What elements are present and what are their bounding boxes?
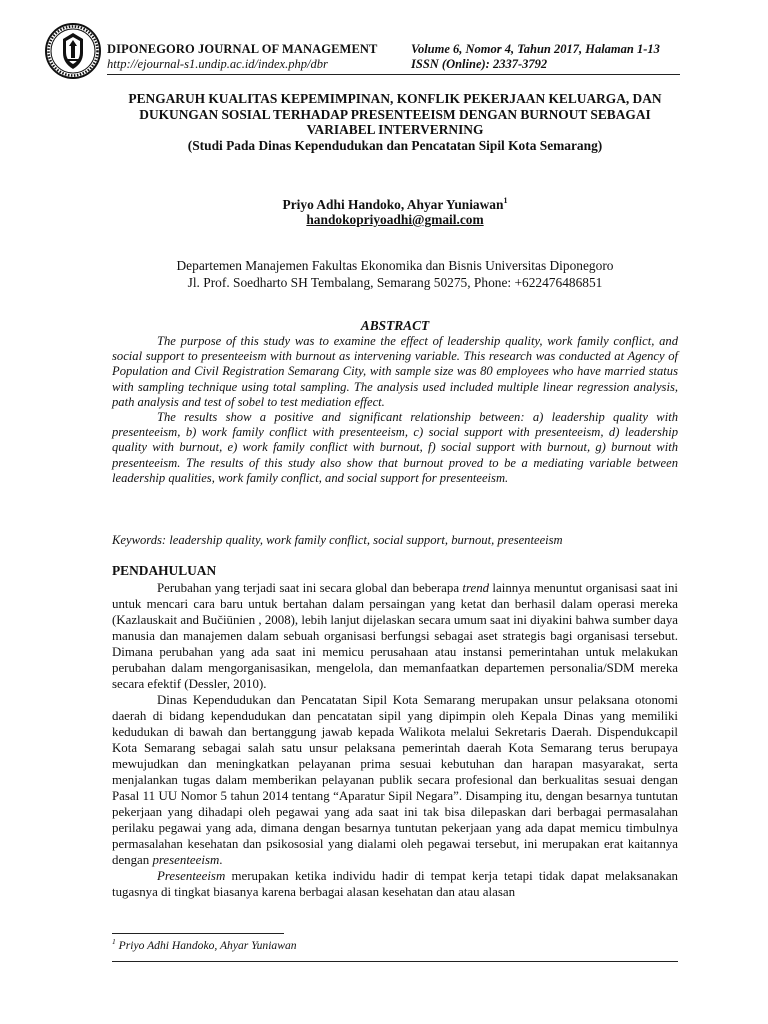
body-paragraph [112,580,678,692]
university-seal-logo [44,22,102,80]
issn-info: ISSN (Online): 2337-3792 [411,57,548,71]
author-email[interactable]: handokopriyoadhi@gmail.com [306,212,484,227]
author-footnote-marker: 1 [503,196,508,205]
abstract-paragraph: The results show a positive and significant relationship between: a) leadership quality with presenteeism, b) work family conflict with presenteeism, c) social support with presenteeism, d) leadership quality with burnout, e) work family conflict with burnout, f) social support with burnout, g) burnout with presenteeism. The results of this study also show that burnout proved to be a mediating variable between leadership qualities, work family conflict, and social support for presenteeism. [112,410,678,485]
footnote-marker: 1 [112,937,116,946]
footnote-divider [112,933,284,934]
title-line: VARIABEL INTERVERNING [306,122,484,138]
text-run: Dinas Kependudukan dan Pencatatan Sipil Kota Semarang merupakan unsur pelaksana otonomi daerah di bidang kependudukan dan pencatatan sipil yang dipimpin oleh Kepala Dinas yang memiliki kedudukan di bawah dan bertanggung jawab kepada Walikota melalui Sekretaris Daerah. Dispendukcapil Kota Semarang sebagai salah satu unsur pelaksana pemerintah daerah Kota Semarang terus berupaya mewujudkan dan meningkatkan pelayanan prima sesuai kebutuhan dan harapan masyarakat, serta menjalankan tugas dalam memberikan pelayanan publik secara profesional dan berkualitas sesuai dengan Pasal 11 UU Nomor 5 tahun 2014 tentang “Aparatur Sipil Negara”. Disamping itu, dengan besarnya tuntutan pekerjaan yang dihadapi oleh pegawai yang ada saat ini tak bisa dilepaskan dari berbagai permasalahan perilaku pegawai yang ada, dimana dengan besarnya tuntutan pekerjaan yang ada dapat memicu timbulnya permasalahan kesehatan dan psikososial yang dialami oleh pegawai tersebut, ini merupakan erat kaitannya dengan [112,693,678,867]
page-bottom-divider [112,961,678,962]
abstract-heading: ABSTRACT [360,318,430,333]
volume-info: Volume 6, Nomor 4, Tahun 2017, Halaman 1-13 [411,42,660,56]
text-run: lainnya menuntut organisasi saat ini untuk mencari cara baru untuk bertahan dalam persaingan yang ketat dan berhasil dalam operasi mereka (Kazlauskait and Bučiūnien , 2008), lebih lanjut dijelaskan secara umum saat ini diyakini bahwa sumber daya manusia dan manajemen dalam sebuah organisasi berfungsi sebagai aset strategis bagi organisasi tersebut. Dimana perubahan yang ada saat ini memicu perusahaan atau instansi pemerintahan untuk melakukan perubahan dalam mengorganisasikan, mengelola, dan memanfaatkan departemen personalia/SDM mereka secara efektif (Dessler, 2010). [112,581,678,691]
italic-term: presenteeism [152,853,220,867]
section-body [112,580,678,900]
affiliation-line: Jl. Prof. Soedharto SH Tembalang, Semarang 50275, Phone: +622476486851 [187,274,603,290]
keywords: Keywords: leadership quality, work family conflict, social support, burnout, presenteeism [112,533,563,547]
affiliation [100,258,690,291]
journal-url[interactable]: http://ejournal-s1.undip.ac.id/index.php/dbr [107,57,328,71]
text-run: merupakan ketika individu hadir di tempat kerja tetapi tidak dapat melaksanakan tugasnya di tingkat biasanya karena berbagai alasan kesehatan dan atau alasan [112,869,678,899]
text-run: . [219,853,223,867]
abstract-paragraph: The purpose of this study was to examine the effect of leadership quality, work family conflict, and social support to presenteeism with burnout as intervening variable. This research was conducted at Agency of Population and Civil Registration Semarang City, with sample size was 80 employees who have married status with sampling technique using total sampling. The analysis used included multiple linear regression analysis, path analysis and test of sobel to test mediation effect. [112,334,678,409]
journal-header-right [411,42,660,72]
italic-term: trend [462,581,490,595]
journal-header-left [107,42,377,72]
abstract-body [112,334,678,486]
header-divider [107,74,680,75]
paper-title [100,91,690,138]
body-paragraph [112,692,678,868]
body-paragraph [112,868,678,900]
author-list: Priyo Adhi Handoko, Ahyar Yuniawan [282,197,504,212]
affiliation-line: Departemen Manajemen Fakultas Ekonomika dan Bisnis Universitas Diponegoro [176,258,614,273]
footnote-text: Priyo Adhi Handoko, Ahyar Yuniawan [115,939,297,952]
author-names [100,197,690,213]
italic-term: Presenteeism [157,869,226,883]
text-run: Perubahan yang terjadi saat ini secara global dan beberapa [157,581,463,595]
title-line: DUKUNGAN SOSIAL TERHADAP PRESENTEEISM DENGAN BURNOUT SEBAGAI [139,106,651,122]
section-heading: PENDAHULUAN [112,563,217,578]
footnote [112,939,297,952]
journal-name: DIPONEGORO JOURNAL OF MANAGEMENT [107,42,378,56]
title-line: PENGARUH KUALITAS KEPEMIMPINAN, KONFLIK PEKERJAAN KELUARGA, DAN [128,91,662,106]
paper-subtitle: (Studi Pada Dinas Kependudukan dan Pencatatan Sipil Kota Semarang) [187,138,603,153]
